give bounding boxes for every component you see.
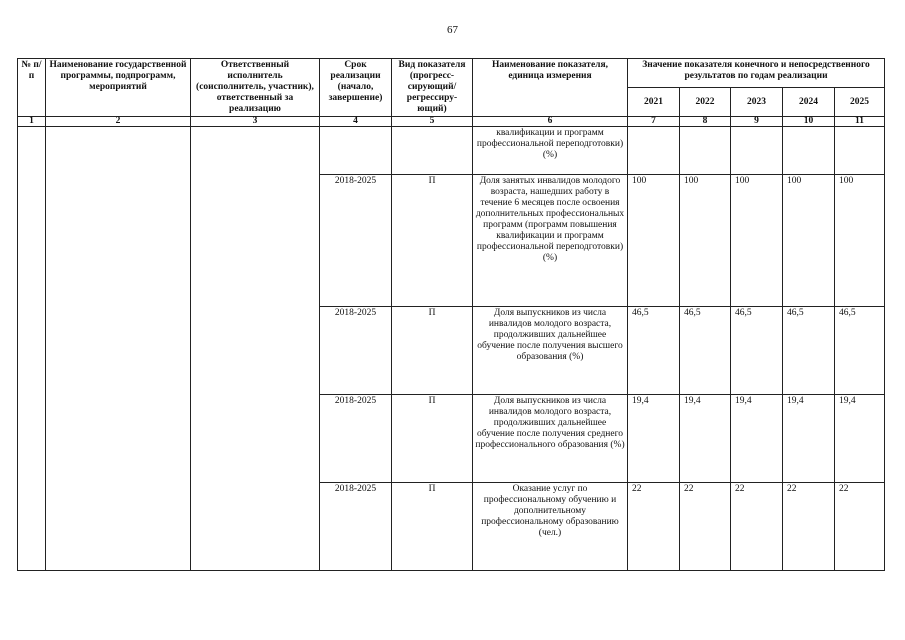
value-cell: 46,5 [680,307,731,395]
value-cell: 19,4 [628,395,680,483]
header-type: Вид показателя (прогресс-сирующий/ регрессиру-ющий) [392,59,473,117]
value-cell [731,127,783,175]
value-cell: 100 [783,175,835,307]
period-cell: 2018-2025 [320,483,392,571]
header-row [18,59,885,88]
header-year: 2025 [835,88,885,117]
value-cell: 46,5 [731,307,783,395]
value-cell: 22 [731,483,783,571]
column-number: 4 [320,117,392,127]
value-cell: 22 [835,483,885,571]
type-cell: П [392,483,473,571]
column-number: 5 [392,117,473,127]
value-cell: 22 [628,483,680,571]
column-number: 3 [191,117,320,127]
value-cell [783,127,835,175]
table-row [18,127,885,175]
column-number: 1 [18,117,46,127]
header-year: 2023 [731,88,783,117]
indicator-cell: Доля выпускников из числа инвалидов молодого возраста, продолживших дальнейшее обучение после получения среднего профессионального образования (%) [473,395,628,483]
value-cell: 46,5 [628,307,680,395]
value-cell: 100 [680,175,731,307]
value-cell: 100 [835,175,885,307]
header-executor: Ответственный исполнитель (соисполнитель, участник), ответственный за реализацию [191,59,320,117]
column-number: 10 [783,117,835,127]
value-cell: 19,4 [680,395,731,483]
header-values-group: Значение показателя конечного и непосредственного результатов по годам реализации [628,59,885,88]
header-period: Срок реализации (начало, завершение) [320,59,392,117]
column-number: 2 [46,117,191,127]
period-cell: 2018-2025 [320,395,392,483]
value-cell [628,127,680,175]
type-cell [392,127,473,175]
type-cell: П [392,175,473,307]
header-program: Наименование государственной программы, подпрограмм, мероприятий [46,59,191,117]
type-cell: П [392,395,473,483]
indicator-cell: Доля выпускников из числа инвалидов молодого возраста, продолживших дальнейшее обучение после получения высшего образования (%) [473,307,628,395]
value-cell: 46,5 [835,307,885,395]
header-year: 2022 [680,88,731,117]
value-cell: 19,4 [783,395,835,483]
column-numbers-row [18,117,885,127]
header-year: 2024 [783,88,835,117]
value-cell: 100 [731,175,783,307]
value-cell: 100 [628,175,680,307]
indicator-cell: Оказание услуг по профессиональному обучению и дополнительному профессиональному образованию (чел.) [473,483,628,571]
indicator-cell: квалификации и программ профессиональной переподготовки) (%) [473,127,628,175]
period-cell: 2018-2025 [320,175,392,307]
column-number: 9 [731,117,783,127]
indicator-cell: Доля занятых инвалидов молодого возраста, нашедших работу в течение 6 месяцев после освоения дополнительных профессиональных программ (программ повышения квалификации и программ профессиональной переподготовки) (%) [473,175,628,307]
num-cell [18,127,46,571]
program-cell [46,127,191,571]
value-cell: 19,4 [835,395,885,483]
column-number: 6 [473,117,628,127]
value-cell [680,127,731,175]
header-num: № п/п [18,59,46,117]
executor-cell [191,127,320,571]
value-cell: 46,5 [783,307,835,395]
header-year: 2021 [628,88,680,117]
value-cell: 22 [680,483,731,571]
page-number: 67 [447,24,458,36]
column-number: 8 [680,117,731,127]
type-cell: П [392,307,473,395]
value-cell: 19,4 [731,395,783,483]
period-cell [320,127,392,175]
header-indicator: Наименование показателя, единица измерения [473,59,628,117]
value-cell [835,127,885,175]
column-number: 11 [835,117,885,127]
column-number: 7 [628,117,680,127]
period-cell: 2018-2025 [320,307,392,395]
indicators-table [17,58,885,571]
value-cell: 22 [783,483,835,571]
